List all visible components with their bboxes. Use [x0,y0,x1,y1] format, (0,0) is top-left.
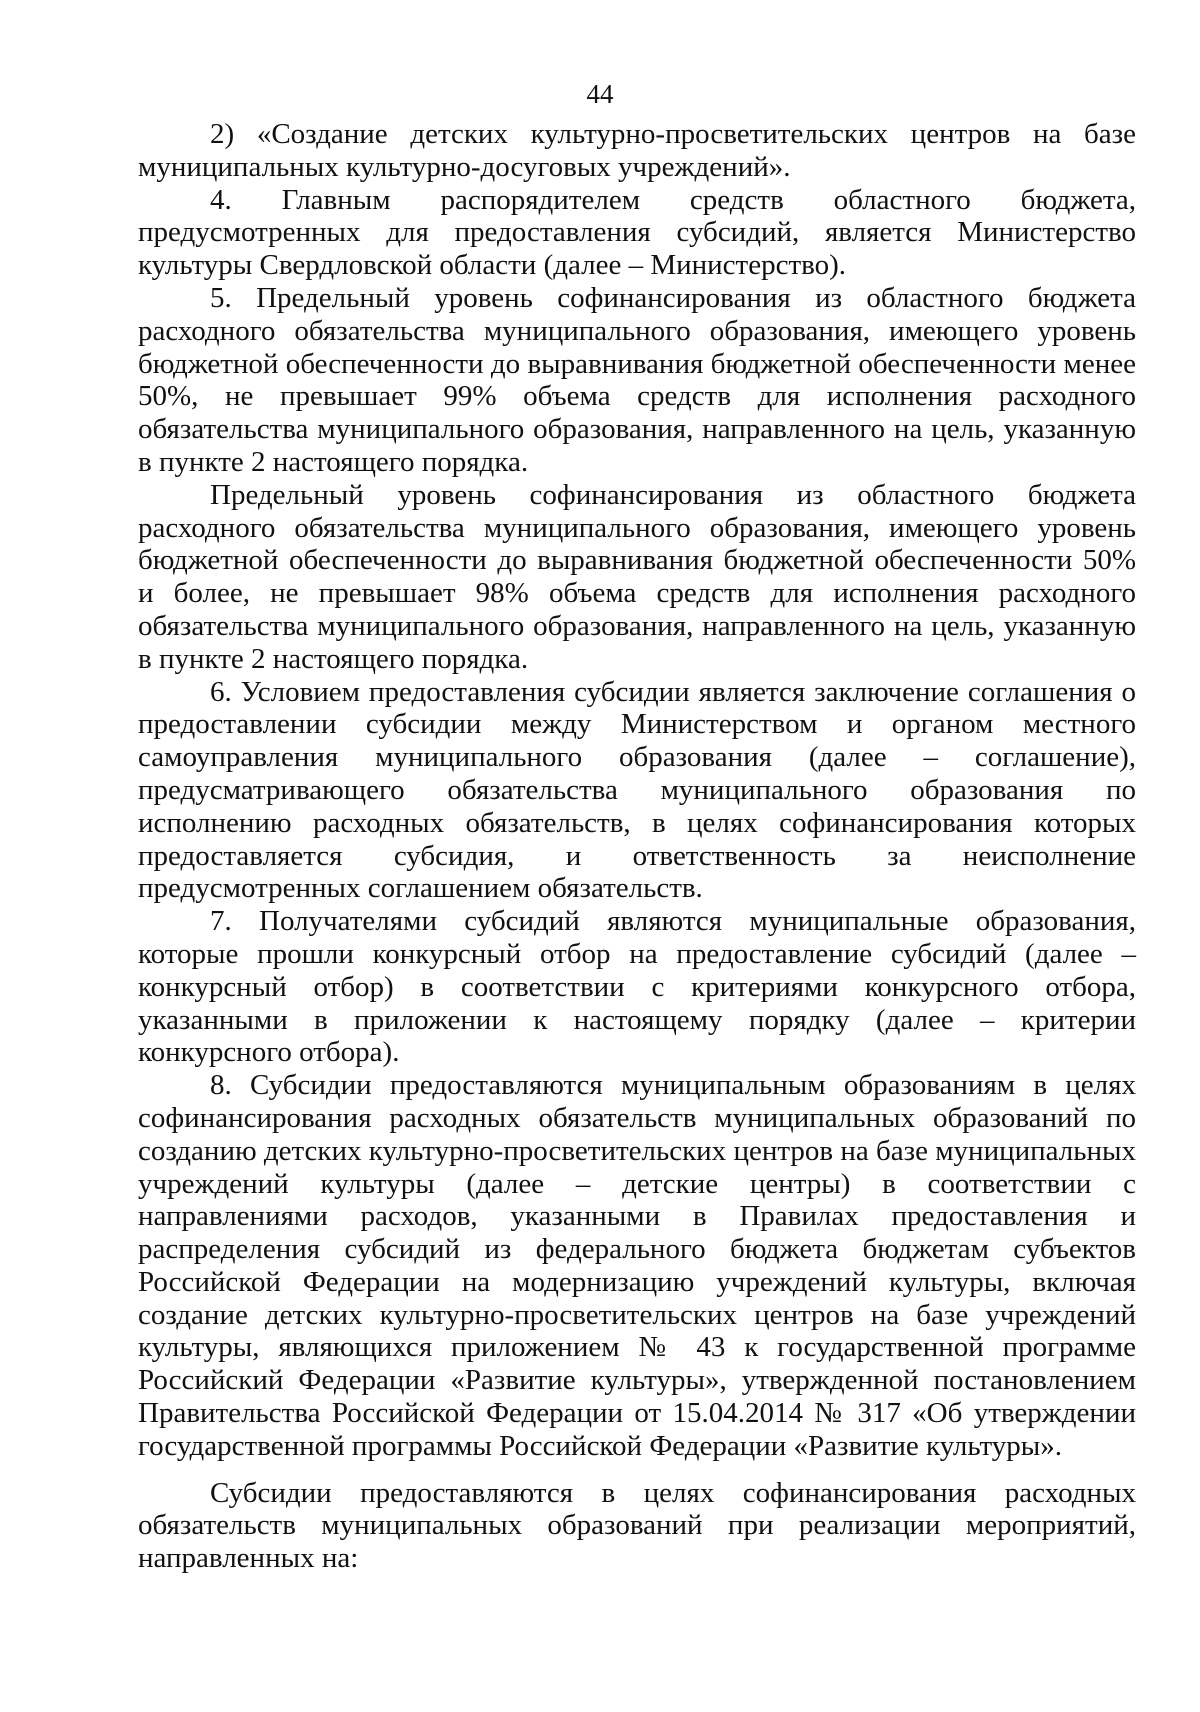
paragraph-8-subsidy-purpose: 8. Субсидии предоставляются муниципальным образованиям в целях софинансирования расходных обязательств муниципальных образований по созданию детских культурно-просветительских центров на базе муниципальных учреждений культуры (далее – детские центры) в соответствии с направлениями расходов, указанными в Правилах предоставления и распределения субсидий из федерального бюджета бюджетам субъектов Российской Федерации на модернизацию учреждений культуры, включая создание детских культурно-просветительских центров на базе учреждений культуры, являющихся приложением № 43 к государственной программе Российский Федерации «Развитие культуры», утвержденной постановлением Правительства Российской Федерации от 15.04.2014 № 317 «Об утверждении государственной программы Российской Федерации «Развитие культуры». [138,1069,1136,1462]
page-number: 44 [586,79,614,109]
document-body [138,118,1136,1575]
paragraph-5-cofinancing-limit-50-and-above: Предельный уровень софинансирования из областного бюджета расходного обязательства муниципального образования, имеющего уровень бюджетной обеспеченности до выравнивания бюджетной обеспеченности 50% и более, не превышает 98% объема средств для исполнения расходного обязательства муниципального образования, направленного на цель, указанную в пункте 2 настоящего порядка. [138,478,1136,675]
paragraph-6-agreement-condition: 6. Условием предоставления субсидии является заключение соглашения о предоставлении субсидии между Министерством и органом местного самоуправления муниципального образования (далее – соглашение), предусматривающего обязательства муниципального образования по исполнению расходных обязательств, в целях софинансирования которых предоставляется субсидия, и ответственность за неисполнение предусмотренных соглашением обязательств. [138,675,1136,905]
paragraph-item-2: 2) «Создание детских культурно-просветительских центров на базе муниципальных культурно-досуговых учреждений». [138,118,1136,183]
paragraph-7-subsidy-recipients: 7. Получателями субсидий являются муниципальные образования, которые прошли конкурсный отбор на предоставление субсидий (далее – конкурсный отбор) в соответствии с критериями конкурсного отбора, указанными в приложении к настоящему порядку (далее – критерии конкурсного отбора). [138,905,1136,1069]
paragraph-4-chief-administrator: 4. Главным распорядителем средств областного бюджета, предусмотренных для предоставления субсидий, является Министерство культуры Свердловской области (далее – Министерство). [138,183,1136,282]
paragraph-subsidy-directions: Субсидии предоставляются в целях софинансирования расходных обязательств муниципальных образований при реализации мероприятий, направленных на: [138,1476,1136,1575]
paragraph-5-cofinancing-limit-below-50: 5. Предельный уровень софинансирования из областного бюджета расходного обязательства муниципального образования, имеющего уровень бюджетной обеспеченности до выравнивания бюджетной обеспеченности менее 50%, не превышает 99% объема средств для исполнения расходного обязательства муниципального образования, направленного на цель, указанную в пункте 2 настоящего порядка. [138,281,1136,478]
